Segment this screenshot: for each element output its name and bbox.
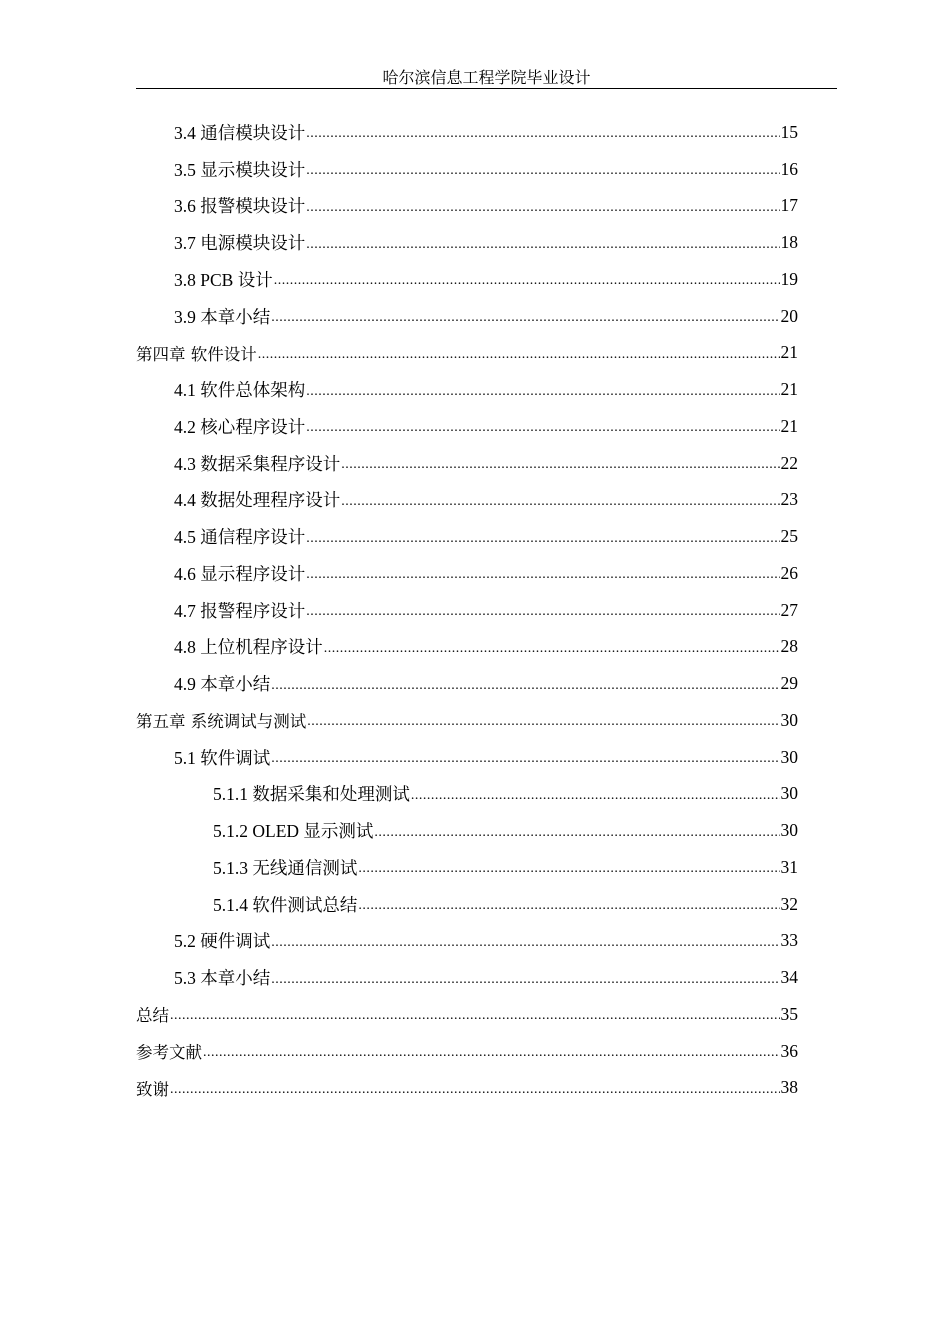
toc-dot-leader: [358, 898, 779, 914]
toc-entry-title: 5.3 本章小结: [174, 968, 271, 989]
toc-entry-title: 5.1.4 软件测试总结: [213, 894, 358, 915]
toc-dot-leader: [411, 788, 780, 804]
toc-entry-page-number: 31: [780, 856, 798, 877]
toc-dot-leader: [274, 273, 780, 289]
toc-dot-leader: [170, 1082, 780, 1098]
toc-dot-leader: [170, 1008, 780, 1024]
toc-entry-title: 5.1.3 无线通信测试: [213, 857, 358, 878]
toc-entry-page-number: 19: [780, 268, 798, 289]
header-divider: [136, 88, 837, 89]
toc-entry-title: 4.4 数据处理程序设计: [174, 490, 341, 511]
toc-entry-page-number: 33: [780, 930, 798, 951]
toc-entry[interactable]: [174, 592, 798, 629]
toc-entry-title: 4.8 上位机程序设计: [174, 637, 323, 658]
toc-entry-title: 3.8 PCB 设计: [174, 269, 273, 290]
toc-entry-title: 5.2 硬件调试: [174, 931, 271, 952]
toc-entry-page-number: 25: [780, 526, 798, 547]
toc-dot-leader: [324, 641, 780, 657]
toc-entry-page-number: 21: [780, 342, 798, 363]
toc-dot-leader: [374, 825, 779, 841]
toc-dot-leader: [271, 751, 779, 767]
toc-entry[interactable]: [174, 188, 798, 225]
toc-entry[interactable]: [213, 849, 798, 886]
toc-dot-leader: [271, 678, 779, 694]
page-header-title: 哈尔滨信息工程学院毕业设计: [382, 68, 591, 87]
toc-entry-page-number: 21: [780, 415, 798, 436]
toc-entry-title: 4.6 显示程序设计: [174, 563, 306, 584]
toc-entry[interactable]: [136, 996, 798, 1033]
toc-entry[interactable]: [213, 812, 798, 849]
toc-dot-leader: [306, 126, 779, 142]
toc-entry[interactable]: [174, 298, 798, 335]
toc-entry-title: 3.5 显示模块设计: [174, 159, 306, 180]
toc-entry-page-number: 15: [780, 121, 798, 142]
toc-entry[interactable]: [213, 886, 798, 923]
toc-dot-leader: [271, 310, 779, 326]
toc-entry-page-number: 38: [780, 1077, 798, 1098]
toc-entry-page-number: 26: [780, 562, 798, 583]
toc-entry-page-number: 30: [780, 783, 798, 804]
toc-dot-leader: [306, 384, 779, 400]
toc-entry-title: 3.4 通信模块设计: [174, 122, 306, 143]
toc-dot-leader: [306, 200, 779, 216]
toc-entry[interactable]: [136, 1033, 798, 1070]
toc-entry-page-number: 35: [780, 1003, 798, 1024]
toc-entry-page-number: 23: [780, 489, 798, 510]
toc-dot-leader: [258, 347, 780, 363]
toc-entry-page-number: 30: [780, 709, 798, 730]
toc-dot-leader: [341, 494, 779, 510]
toc-entry[interactable]: [174, 959, 798, 996]
toc-entry-page-number: 22: [780, 452, 798, 473]
toc-entry-page-number: 29: [780, 673, 798, 694]
toc-entry-page-number: 20: [780, 305, 798, 326]
toc-entry-title: 4.3 数据采集程序设计: [174, 453, 341, 474]
toc-dot-leader: [358, 861, 779, 877]
toc-entry-title: 3.9 本章小结: [174, 306, 271, 327]
toc-entry-page-number: 34: [780, 967, 798, 988]
toc-entry-page-number: 28: [780, 636, 798, 657]
toc-dot-leader: [306, 567, 779, 583]
toc-entry-title: 总结: [136, 1006, 169, 1026]
toc-entry-page-number: 30: [780, 820, 798, 841]
toc-dot-leader: [306, 237, 779, 253]
toc-dot-leader: [306, 604, 779, 620]
toc-entry[interactable]: [174, 665, 798, 702]
toc-entry-title: 4.5 通信程序设计: [174, 527, 306, 548]
toc-dot-leader: [341, 457, 779, 473]
toc-entry-title: 5.1 软件调试: [174, 747, 271, 768]
toc-entry-title: 参考文献: [136, 1043, 202, 1063]
toc-entry[interactable]: [174, 739, 798, 776]
toc-dot-leader: [306, 531, 779, 547]
toc-entry[interactable]: [174, 151, 798, 188]
toc-entry-page-number: 17: [780, 195, 798, 216]
toc-entry[interactable]: [174, 371, 798, 408]
toc-entry[interactable]: [174, 482, 798, 519]
toc-entry[interactable]: [174, 629, 798, 666]
toc-dot-leader: [271, 935, 779, 951]
toc-entry-page-number: 32: [780, 893, 798, 914]
toc-entry[interactable]: [136, 335, 798, 372]
toc-entry-page-number: 30: [780, 746, 798, 767]
toc-entry-title: 5.1.1 数据采集和处理测试: [213, 784, 410, 805]
toc-entry[interactable]: [174, 114, 798, 151]
toc-dot-leader: [271, 972, 779, 988]
toc-entry-title: 4.2 核心程序设计: [174, 416, 306, 437]
toc-entry[interactable]: [174, 261, 798, 298]
toc-entry-page-number: 36: [780, 1040, 798, 1061]
toc-entry-page-number: 18: [780, 232, 798, 253]
toc-entry[interactable]: [174, 224, 798, 261]
toc-entry-title: 4.7 报警程序设计: [174, 600, 306, 621]
toc-entry-title: 致谢: [136, 1079, 169, 1099]
toc-entry-page-number: 21: [780, 379, 798, 400]
toc-entry[interactable]: [213, 776, 798, 813]
toc-entry-title: 4.1 软件总体架构: [174, 380, 306, 401]
toc-entry-title: 4.9 本章小结: [174, 674, 271, 695]
toc-entry-title: 3.6 报警模块设计: [174, 196, 306, 217]
toc-dot-leader: [306, 420, 779, 436]
toc-dot-leader: [203, 1045, 780, 1061]
toc-entry[interactable]: [136, 1070, 798, 1107]
toc-entry[interactable]: [136, 702, 798, 739]
toc-entry[interactable]: [174, 555, 798, 592]
toc-entry-title: 5.1.2 OLED 显示测试: [213, 821, 374, 842]
toc-dot-leader: [307, 714, 779, 730]
toc-entry[interactable]: [174, 445, 798, 482]
toc-dot-leader: [306, 163, 779, 179]
toc-entry[interactable]: [174, 923, 798, 960]
toc-entry-title: 第四章 软件设计: [136, 344, 257, 364]
toc-entry-title: 3.7 电源模块设计: [174, 233, 306, 254]
toc-entry-page-number: 16: [780, 158, 798, 179]
toc-entry-title: 第五章 系统调试与测试: [136, 712, 307, 732]
toc-entry[interactable]: [174, 408, 798, 445]
toc-entry-page-number: 27: [780, 599, 798, 620]
toc-entry[interactable]: [174, 518, 798, 555]
